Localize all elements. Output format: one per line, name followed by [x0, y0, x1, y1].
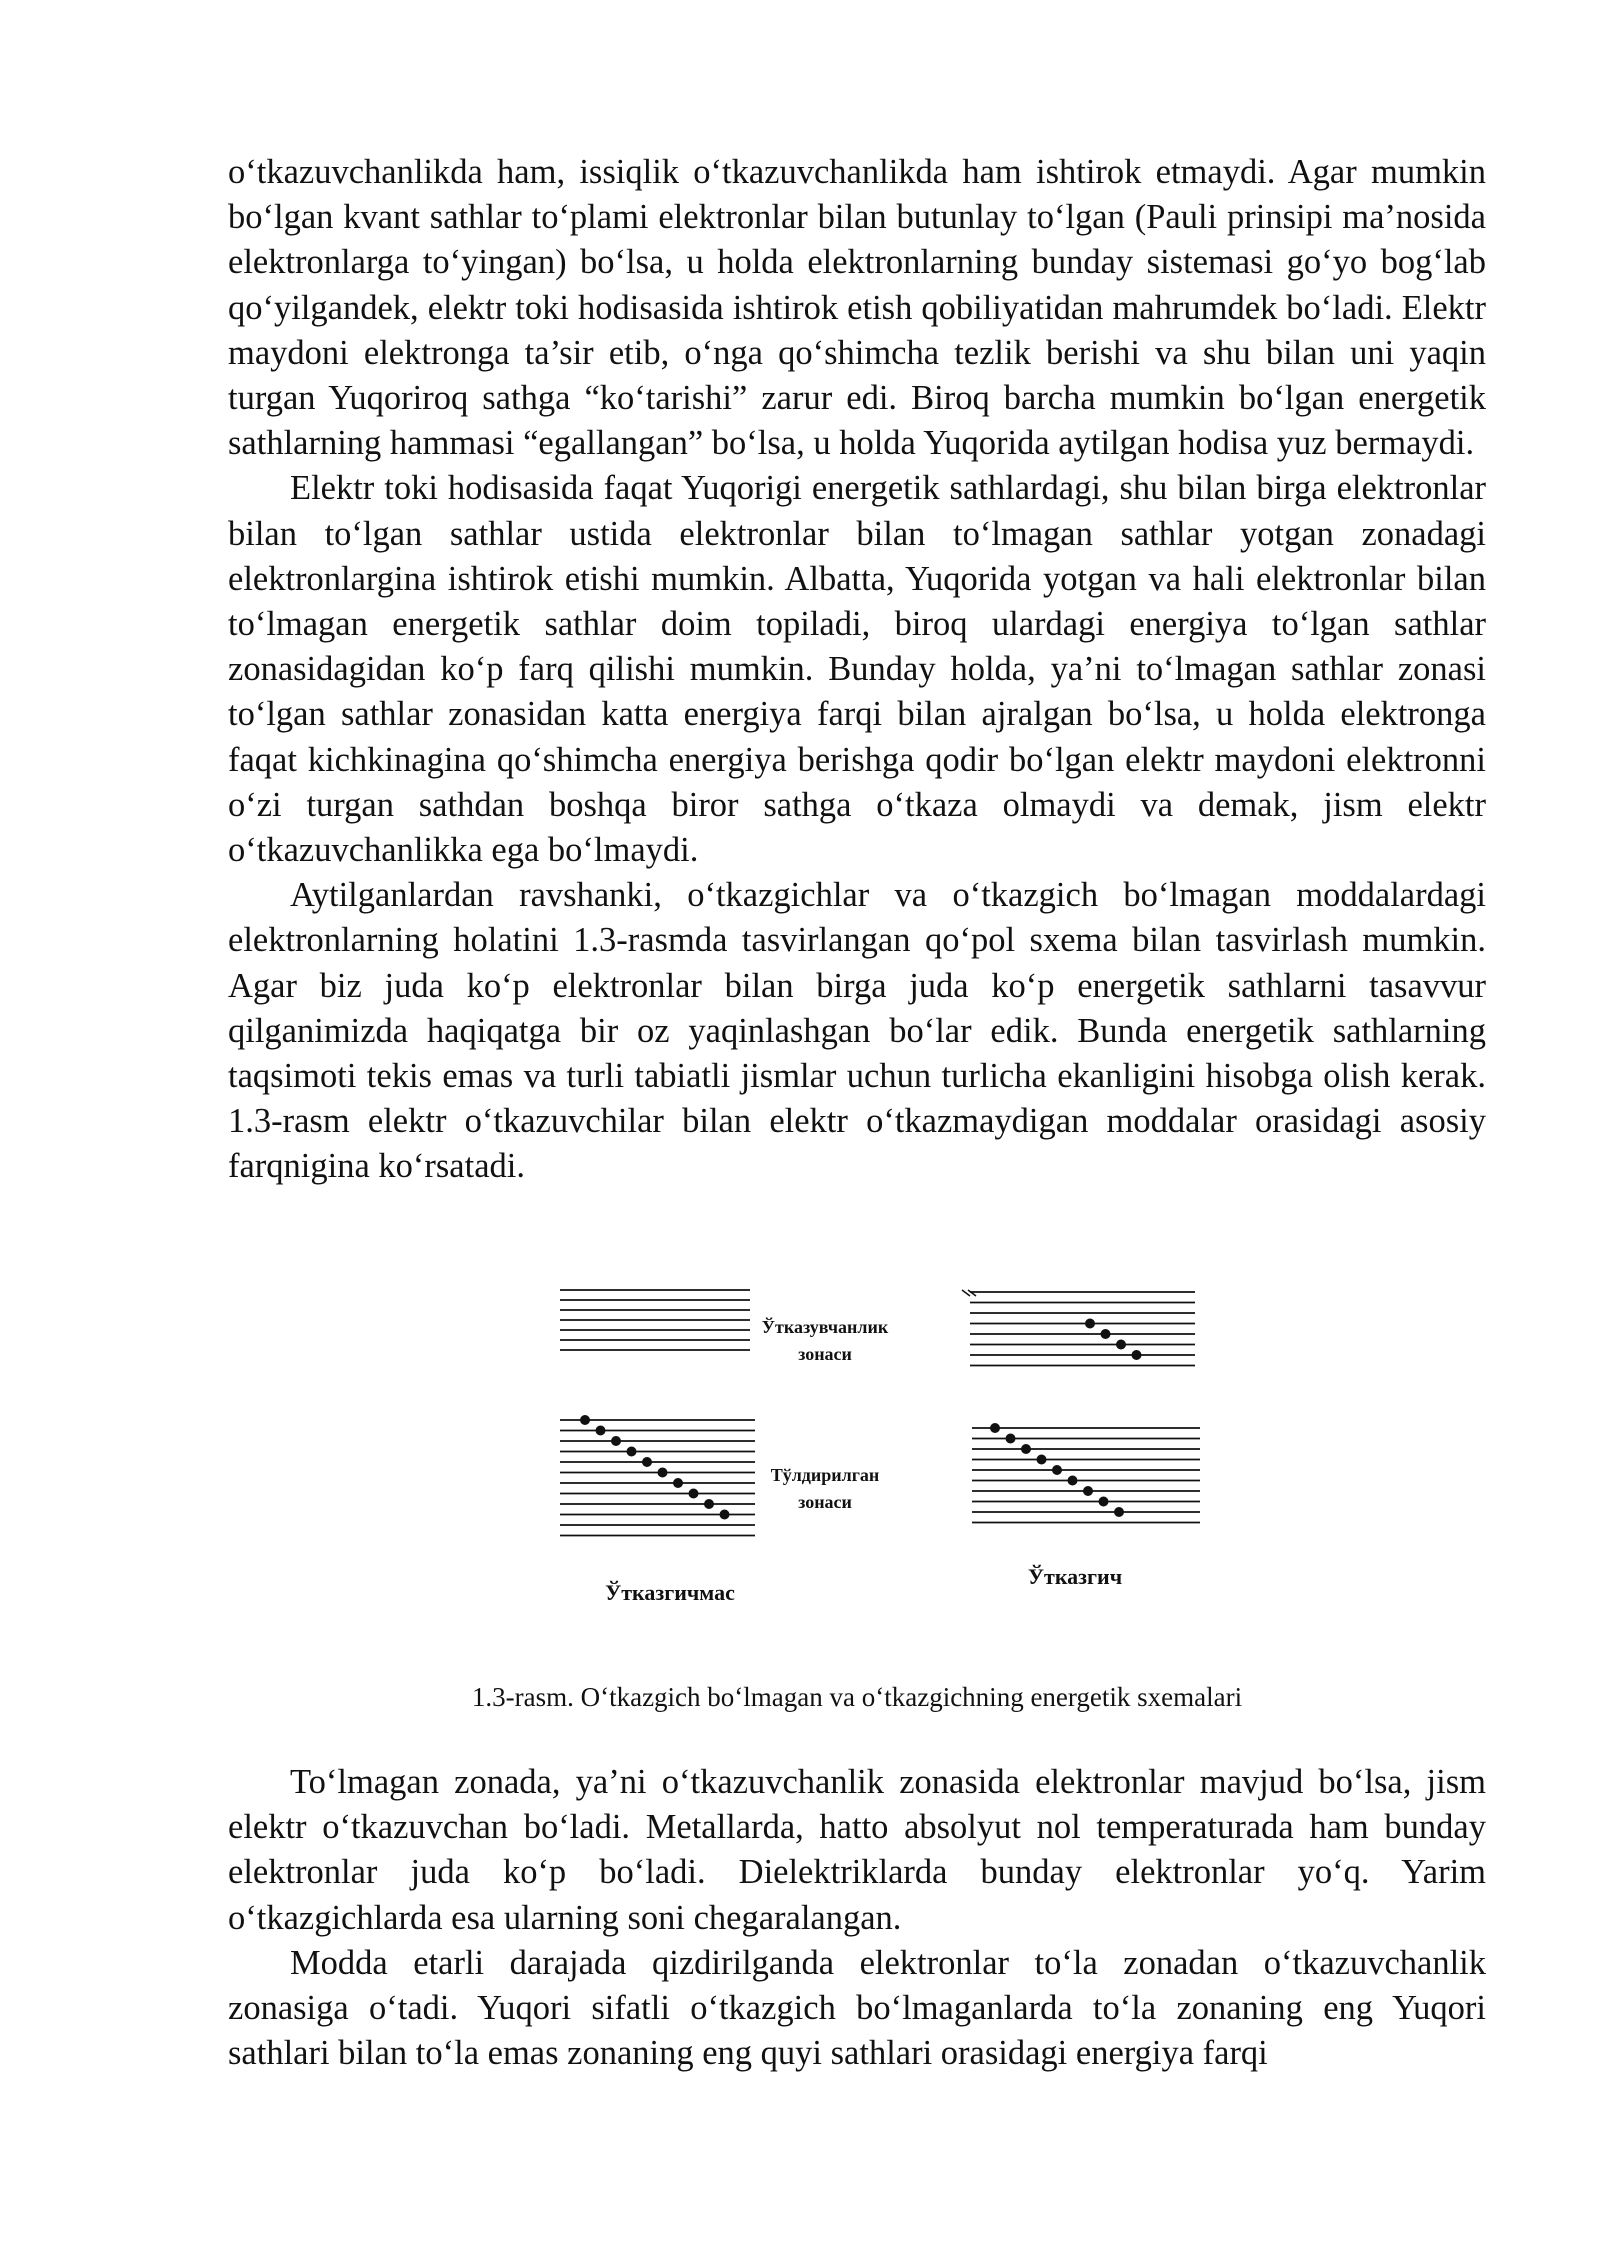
electron-dot — [689, 1489, 699, 1499]
body-text-top — [228, 150, 1486, 1190]
conduction-zone-label-line1: Ўтказувчанлик — [761, 1317, 889, 1337]
electron-dot — [1101, 1329, 1111, 1339]
electron-dot — [658, 1468, 668, 1478]
electron-dot — [1083, 1486, 1093, 1496]
electron-dot — [720, 1510, 730, 1520]
electron-dot — [1116, 1340, 1126, 1350]
electron-dot — [1132, 1350, 1142, 1360]
electron-dot — [580, 1415, 590, 1425]
electron-dot — [1021, 1444, 1031, 1454]
electron-dot — [704, 1499, 714, 1509]
electron-dot — [1006, 1434, 1016, 1444]
conductor-label: Ўтказгич — [1027, 1564, 1123, 1589]
filled-zone-label — [750, 1462, 900, 1516]
paragraph: To‘lmagan zonada, ya’ni o‘tkazuvchanlik zonasida elektronlar mavjud bo‘lsa, jism elektr o‘tkazuvchan bo‘ladi. Metallarda, hatto absolyut nol temperaturada ham bunday elektronlar juda ko‘p bo‘ladi. Dielektriklarda bunday elektronlar yo‘q. Yarim o‘tkazgichlarda esa ularning soni chegaralangan. — [228, 1763, 1486, 1937]
electron-dot — [1099, 1497, 1109, 1507]
paragraph: Modda etarli darajada qizdirilganda elektronlar to‘la zonadan o‘tkazuvchanlik zonasiga o‘tadi. Yuqori sifatli o‘tkazgich bo‘lmaganlarda to‘la zonaning eng Yuqori sathlari bilan to‘la emas zonaning eng quyi sathlari orasidagi energiya farqi — [228, 1943, 1486, 2073]
figure-caption: 1.3-rasm. O‘tkazgich bo‘lmagan va o‘tkazgichning energetik sxemalari — [471, 1682, 1243, 1712]
electron-dot — [990, 1423, 1000, 1433]
electron-dot — [673, 1478, 683, 1488]
electron-dot — [1114, 1507, 1124, 1517]
electron-dot — [611, 1436, 621, 1446]
paragraph: o‘tkazuvchanlikda ham, issiqlik o‘tkazuvchanlikda ham ishtirok etmaydi. Agar mumkin bo‘lgan kvant sathlar to‘plami elektronlar bilan butunlay to‘lgan (Pauli prinsipi ma’nosida elektronlarga to‘yingan) bo‘lsa, u holda elektronlarning bunday sistemasi go‘yo bog‘lab qo‘yilgandek, elektr toki hodisasida ishtirok etish qobiliyatidan mahrumdek bo‘ladi. Elektr maydoni elektronga ta’sir etib, o‘nga qo‘shimcha tezlik berishi va shu bilan uni yaqin turgan Yuqoriroq sathga “ko‘tarishi” zarur edi. Biroq barcha mumkin bo‘lgan energetik sathlarning hammasi “egallangan” bo‘lsa, u holda Yuqorida aytilgan hodisa yuz bermaydi. — [228, 153, 1486, 463]
conduction-zone-label-line2: зонаси — [798, 1344, 852, 1364]
conduction-zone-label — [750, 1314, 900, 1368]
electron-dot — [642, 1457, 652, 1467]
paragraph: Aytilganlardan ravshanki, o‘tkazgichlar va o‘tkazgich bo‘lmagan moddalardagi elektronlarning holatini 1.3-rasmda tasvirlangan qo‘pol sxema bilan tasvirlash mumkin. Agar biz juda ko‘p elektronlar bilan birga juda ko‘p energetik sathlarni tasavvur qilganimizda haqiqatga bir oz yaqinlashgan bo‘lar edik. Bunda energetik sathlarning taqsimoti tekis emas va turli tabiatli jismlar uchun turlicha ekanligini hisobga olish kerak. 1.3-rasm elektr o‘tkazuvchilar bilan elektr o‘tkazmaydigan moddalar orasidagi asosiy farqnigina ko‘rsatadi. — [228, 876, 1486, 1186]
paragraph: Elektr toki hodisasida faqat Yuqorigi energetik sathlardagi, shu bilan birga elektronlar bilan to‘lgan sathlar ustida elektronlar bilan to‘lmagan sathlar yotgan zonadagi elektronlargina ishtirok etishi mumkin. Albatta, Yuqorida yotgan va hali elektronlar bilan to‘lmagan energetik sathlar doim topiladi, biroq ulardagi energiya to‘lgan sathlar zonasidagidan ko‘p farq qilishi mumkin. Bunday holda, ya’ni to‘lmagan sathlar zonasi to‘lgan sathlar zonasidan katta energiya farqi bilan ajralgan bo‘lsa, u holda elektronga faqat kichkinagina qo‘shimcha energiya berishga qodir bo‘lgan elektr maydoni elektronni o‘zi turgan sathdan boshqa biror sathga o‘tkaza olmaydi va demak, jism elektr o‘tkazuvchanlikka ega bo‘lmaydi. — [228, 469, 1486, 870]
electron-dot — [1068, 1476, 1078, 1486]
electron-dot — [596, 1426, 606, 1436]
electron-dot — [1085, 1319, 1095, 1329]
energy-band-figure — [540, 1280, 1240, 1620]
filled-zone-label-line2: зонаси — [798, 1492, 852, 1512]
filled-zone-label-line1: Тўлдирилган — [770, 1465, 880, 1485]
body-text-bottom — [228, 1760, 1486, 2076]
electron-dot — [627, 1447, 637, 1457]
electron-dot — [1037, 1455, 1047, 1465]
insulator-label: Ўтказгичмас — [605, 1580, 735, 1605]
electron-dot — [1052, 1465, 1062, 1475]
